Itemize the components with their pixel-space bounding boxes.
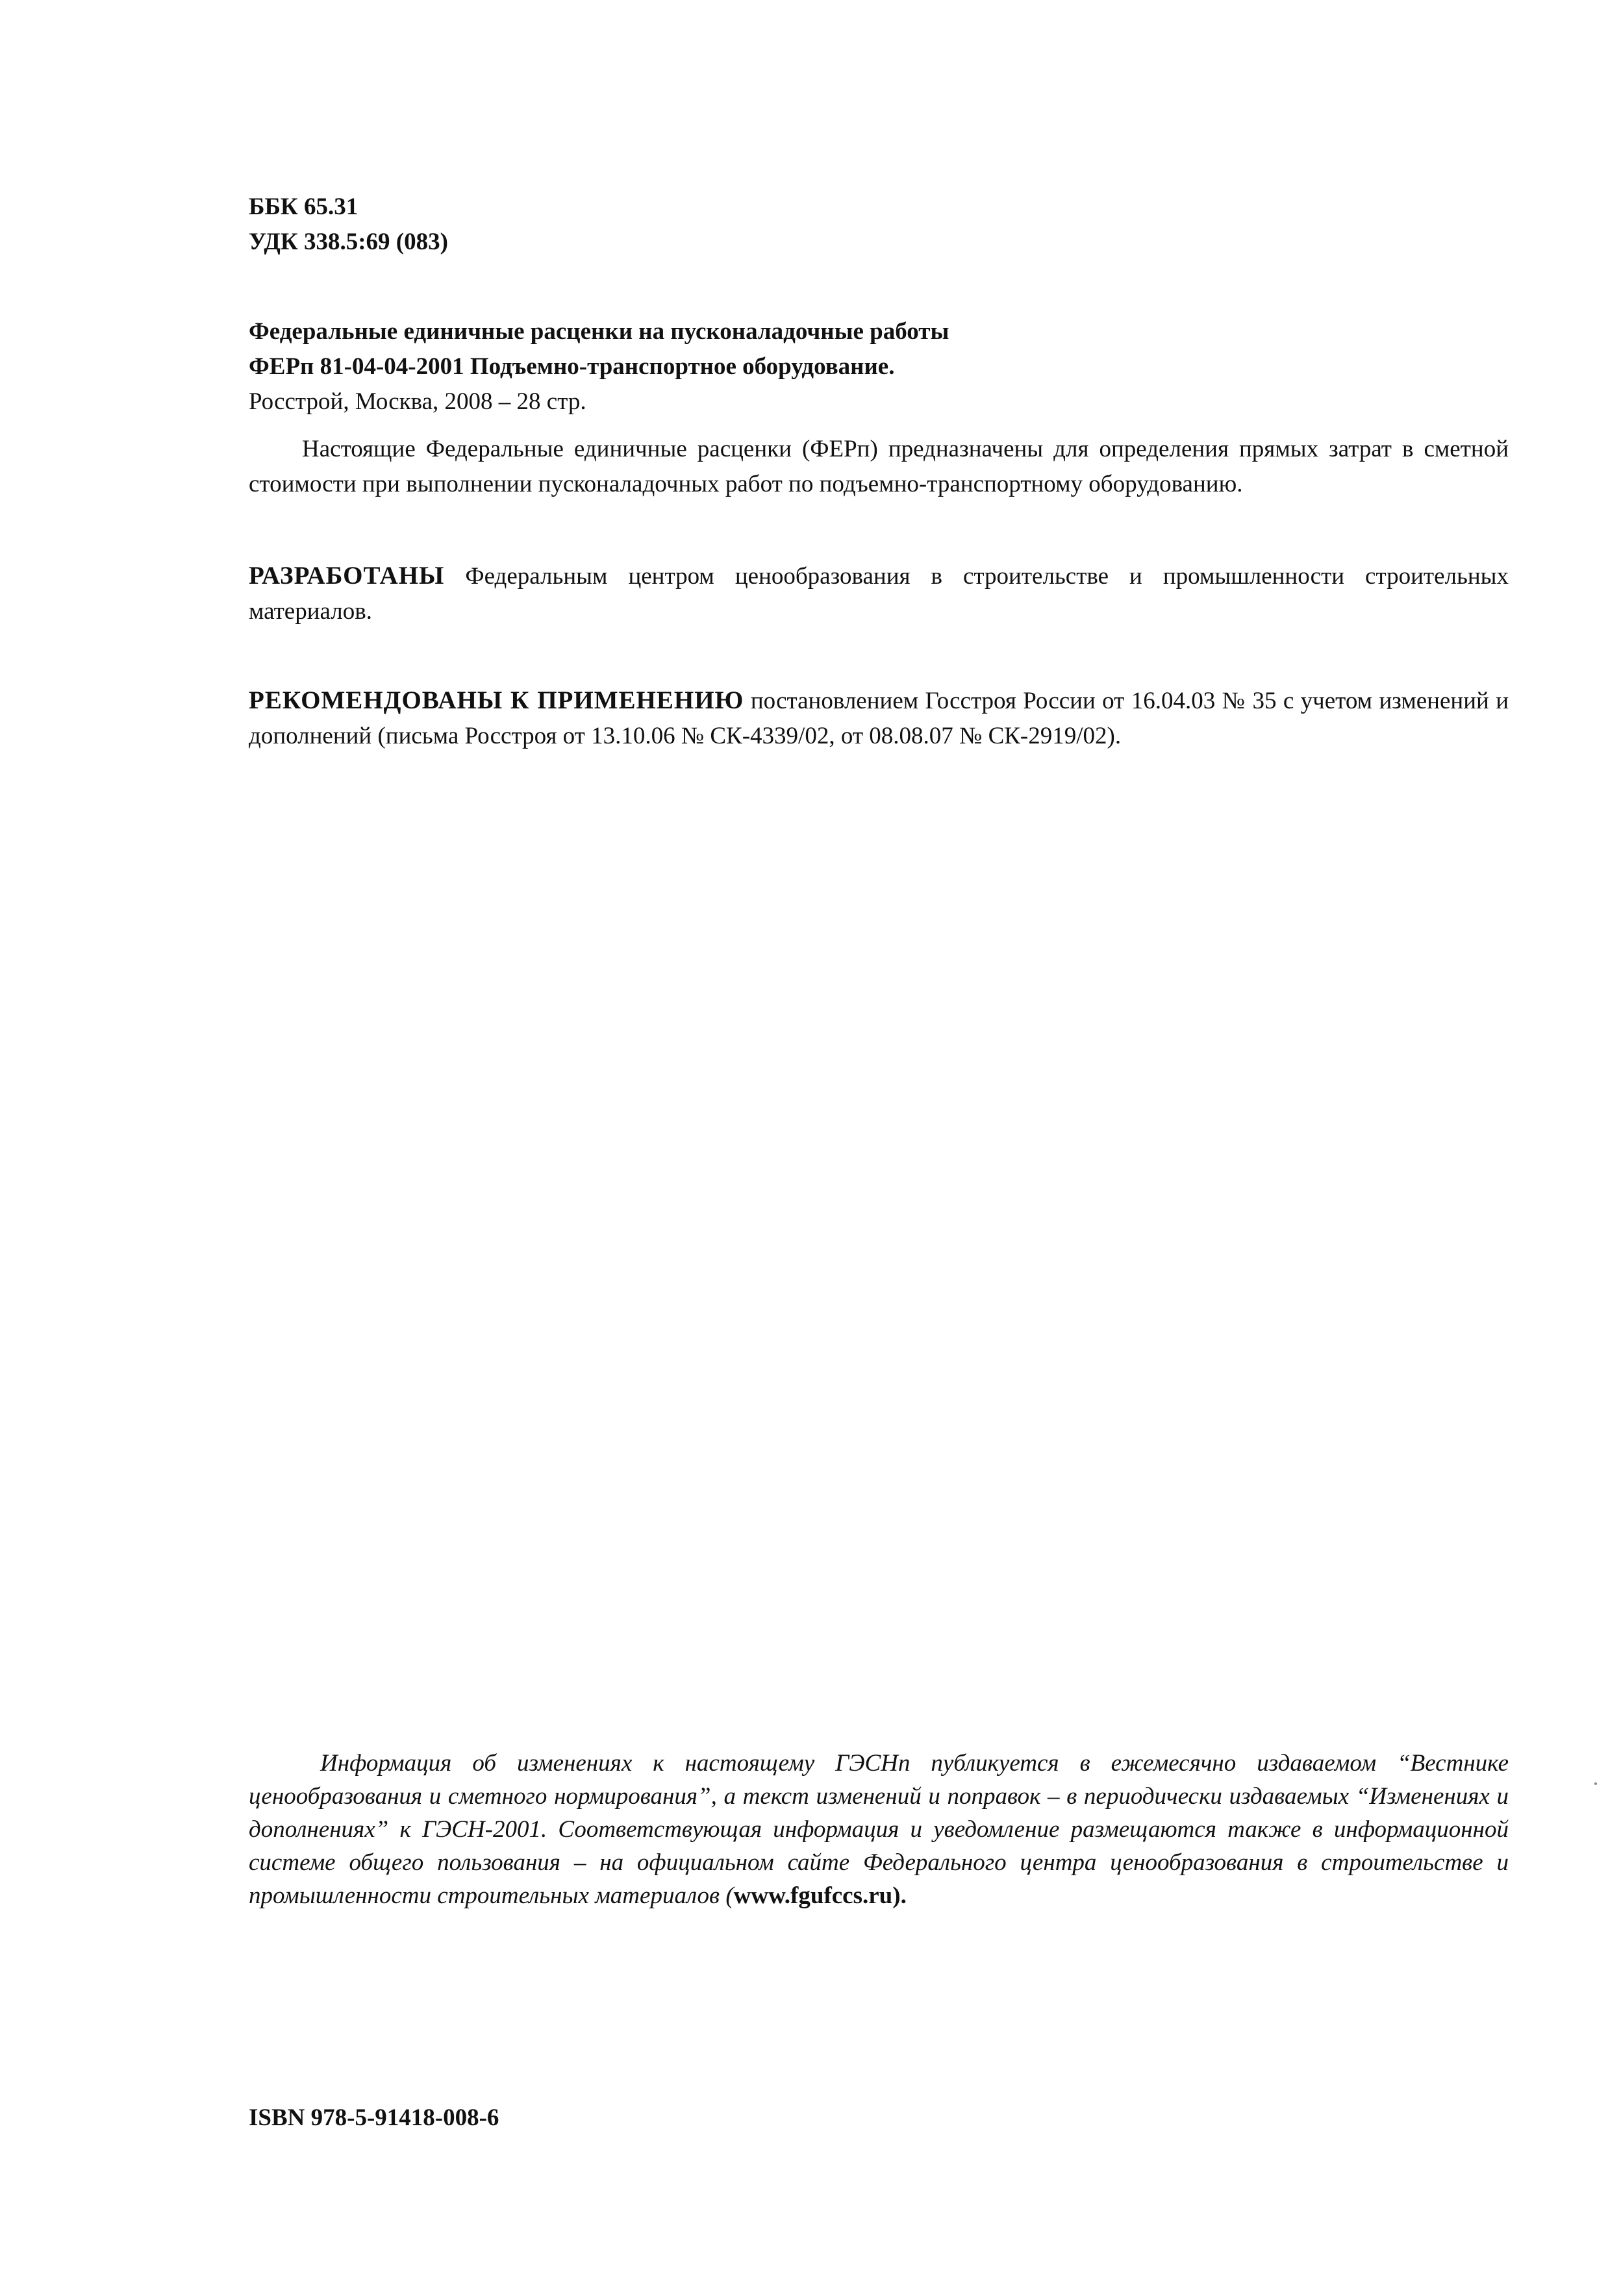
udk-code: УДК 338.5:69 (083) bbox=[249, 229, 448, 255]
bbk-code: ББК 65.31 bbox=[249, 193, 358, 220]
scan-artifact-dot bbox=[1594, 1782, 1597, 1785]
info-note-text: Информация об изменениях к настоящему ГЭСНп публикуется в ежемесячно издаваемом “Вестнике ценообразования и сметного нормирования”, а текст изменений и поправок – в периодически издаваемых “Изменениях и дополнениях” к ГЭСН-2001. Соответствующая информация и уведомление размещаются также в информационной системе общего пользования – на официальном сайте Федерального центра ценообразования в строительстве и промышленности строительных материалов ( bbox=[249, 1750, 1509, 1909]
document-title-line-2: ФЕРп 81-04-04-2001 Подъемно-транспортное оборудование. bbox=[249, 353, 895, 380]
developed-text: Федеральным центром ценообразования в строительстве и промышленности строительных материалов. bbox=[249, 563, 1509, 625]
classification-codes bbox=[249, 190, 1509, 260]
recommended-paragraph bbox=[249, 683, 1509, 754]
info-note-tail: ). bbox=[892, 1882, 907, 1909]
bibliographic-record bbox=[249, 314, 1509, 419]
imprint: Росстрой, Москва, 2008 – 28 стр. bbox=[249, 388, 586, 415]
website-link[interactable]: www.fgufccs.ru bbox=[733, 1882, 893, 1909]
recommended-label: РЕКОМЕНДОВАНЫ К ПРИМЕНЕНИЮ bbox=[249, 686, 744, 714]
developed-label: РАЗРАБОТАНЫ bbox=[249, 562, 445, 590]
recommended-text: постановлением Госстроя России от 16.04.03 № 35 с учетом изменений и дополнений (письма Росстроя от 13.10.06 № СК-4339/02, от 08.08.07 № СК-2919/02). bbox=[249, 688, 1509, 749]
developed-by-paragraph bbox=[249, 558, 1509, 629]
purpose-paragraph: Настоящие Федеральные единичные расценки (ФЕРп) предназначены для определения прямых затрат в сметной стоимости при выполнении пусконаладочных работ по подъемно-транспортному оборудованию. bbox=[249, 436, 1509, 497]
changes-info-note bbox=[249, 1747, 1509, 1912]
document-title-line-1: Федеральные единичные расценки на пусконаладочные работы bbox=[249, 318, 949, 345]
isbn: ISBN 978-5-91418-008-6 bbox=[249, 2104, 499, 2131]
